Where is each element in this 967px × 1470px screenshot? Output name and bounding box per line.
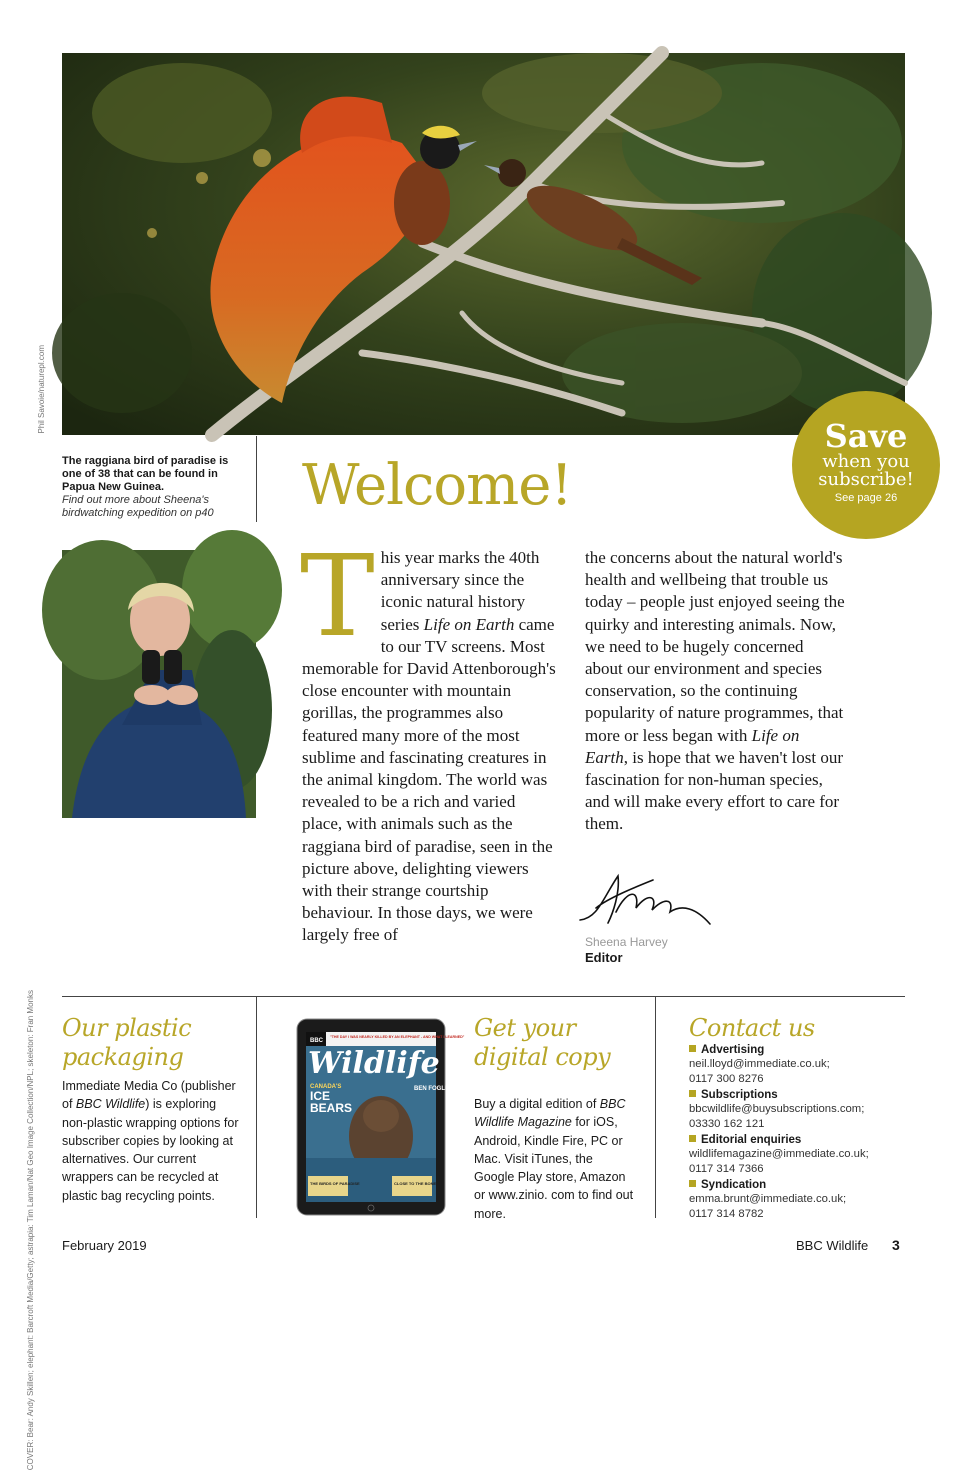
svg-text:BEN FOGLE: BEN FOGLE [414,1086,450,1092]
col2-rest: , is hope that we haven't lost our fascination for non-human species, and will make every effort to care for them. [585,747,844,834]
cover-credit: COVER: Bear: Andy Skillen; elephant: Barcroft Media/Getty; astrapia: Tim Laman/Nat Geo Image Collection/NPL; skeleton: Fran Monks [26,990,35,1470]
svg-text:Wildlife: Wildlife [308,1046,440,1081]
editor-signature [578,868,718,935]
col2-lead: the concerns about the natural world's health and wellbeing that trouble us today – people just enjoyed seeing the quirky and interesting animals. Now, we need to be hugely concerned about our environment and species conservation, so the continuing popularity of nature programmes, that more or less began with [585,548,845,745]
page-number: 3 [892,1237,900,1253]
signature-role: Editor [585,950,623,965]
contact-phone: 03330 162 121 [689,1118,765,1130]
contact-phone: 0117 300 8276 [689,1073,764,1085]
bullet-square-icon [689,1180,696,1187]
bullet-square-icon [689,1045,696,1052]
section-divider [62,996,905,997]
bottom-divider-2 [655,997,656,1218]
badge-line3: subscribe! [818,469,914,490]
digital-text: Buy a digital edition of BBC Wildlife Magazine for iOS, Android, Kindle Fire, PC or Mac. Visit iTunes, the Google Play store, Amazon or www.zinio. com to find out more. [474,1097,634,1221]
subscribe-badge[interactable] [792,391,940,539]
col1-italic: Life on Earth [423,614,515,634]
page-title: Welcome! [302,453,572,518]
photo-caption [62,455,240,520]
editor-portrait [62,550,256,818]
editorial-column-2 [585,547,845,836]
hero-photo-bird-of-paradise [62,53,905,435]
contact-heading: Contact us [689,1014,815,1042]
bottom-divider-1 [256,997,257,1218]
svg-text:BBC: BBC [310,1038,323,1044]
col1-rest: came to our TV screens. Most memorable for David Attenborough's close encounter with mountain gorillas, the programmes also featured many more of the most sublime and fascinating creatures in the animal kingdom. The world was revealed to be a rich and varied place, with animals such as the raggiana bird of paradise, seen in the picture above, delighting viewers with their strange courtship behaviour. In those days, we were largely free of [302,614,556,945]
badge-save: Save [824,417,908,455]
contact-phone: 0117 314 8782 [689,1208,764,1220]
svg-text:"THE DAY I WAS NEARLY KILLED B: "THE DAY I WAS NEARLY KILLED BY AN ELEPHANT - AND WHAT I LEARNED" [330,1035,465,1039]
photo-credit: Phil Savoie/naturepl.com [37,345,46,434]
footer-date: February 2019 [62,1238,147,1253]
svg-text:CLOSE TO THE BONE: CLOSE TO THE BONE [394,1181,437,1186]
contact-email[interactable]: bbcwildlife@buysubscriptions.com; [689,1103,865,1115]
badge-line2: when you [822,451,910,472]
svg-text:THE BIRDS OF PARADISE: THE BIRDS OF PARADISE [310,1181,360,1186]
editorial-column-1 [300,532,557,947]
plastic-heading: Our plastic packaging [62,1014,192,1071]
contact-editorial: Editorial enquiries wildlifemagazine@immediate.co.uk; 0117 314 7366 [689,1133,899,1177]
bullet-square-icon [689,1090,696,1097]
svg-text:ICE: ICE [310,1089,331,1103]
caption-divider [256,436,257,522]
contact-email[interactable]: emma.brunt@immediate.co.uk; [689,1193,847,1205]
caption-italic: Find out more about Sheena's birdwatching expedition on p40 [62,494,214,519]
bullet-square-icon [689,1135,696,1142]
signature-name: Sheena Harvey [585,935,668,949]
contact-advertising: Advertising neil.lloyd@immediate.co.uk; 0117 300 8276 [689,1043,899,1087]
caption-bold: The raggiana bird of paradise is one of 38 that can be found in Papua New Guinea. [62,455,229,493]
contact-phone: 0117 314 7366 [689,1163,764,1175]
footer-magazine: BBC Wildlife [796,1238,869,1253]
col1-lead: his year marks the 40th anniversary since the iconic natural history series [380,548,540,634]
digital-heading: Get your digital copy [474,1014,611,1071]
svg-text:BEARS: BEARS [310,1101,353,1115]
drop-cap: T [300,532,375,662]
contact-subscriptions: Subscriptions bbcwildlife@buysubscriptions.com; 03330 162 121 [689,1088,899,1132]
col2-italic: Life on Earth [585,725,800,767]
svg-text:CANADA'S: CANADA'S [310,1084,342,1090]
contact-list [689,1043,899,1223]
contact-syndication: Syndication emma.brunt@immediate.co.uk; 0117 314 8782 [689,1178,899,1222]
digital-edition-tablet [296,1018,465,1216]
contact-email[interactable]: wildlifemagazine@immediate.co.uk; [689,1148,869,1160]
badge-page-ref: See page 26 [834,492,898,504]
plastic-text: Immediate Media Co (publisher of BBC Wildlife) is exploring non-plastic wrapping options for subscriber copies by looking at alternatives. Our current wrappers can be recycled at plastic bag recycling points. [62,1079,239,1203]
contact-email[interactable]: neil.lloyd@immediate.co.uk; [689,1058,830,1070]
